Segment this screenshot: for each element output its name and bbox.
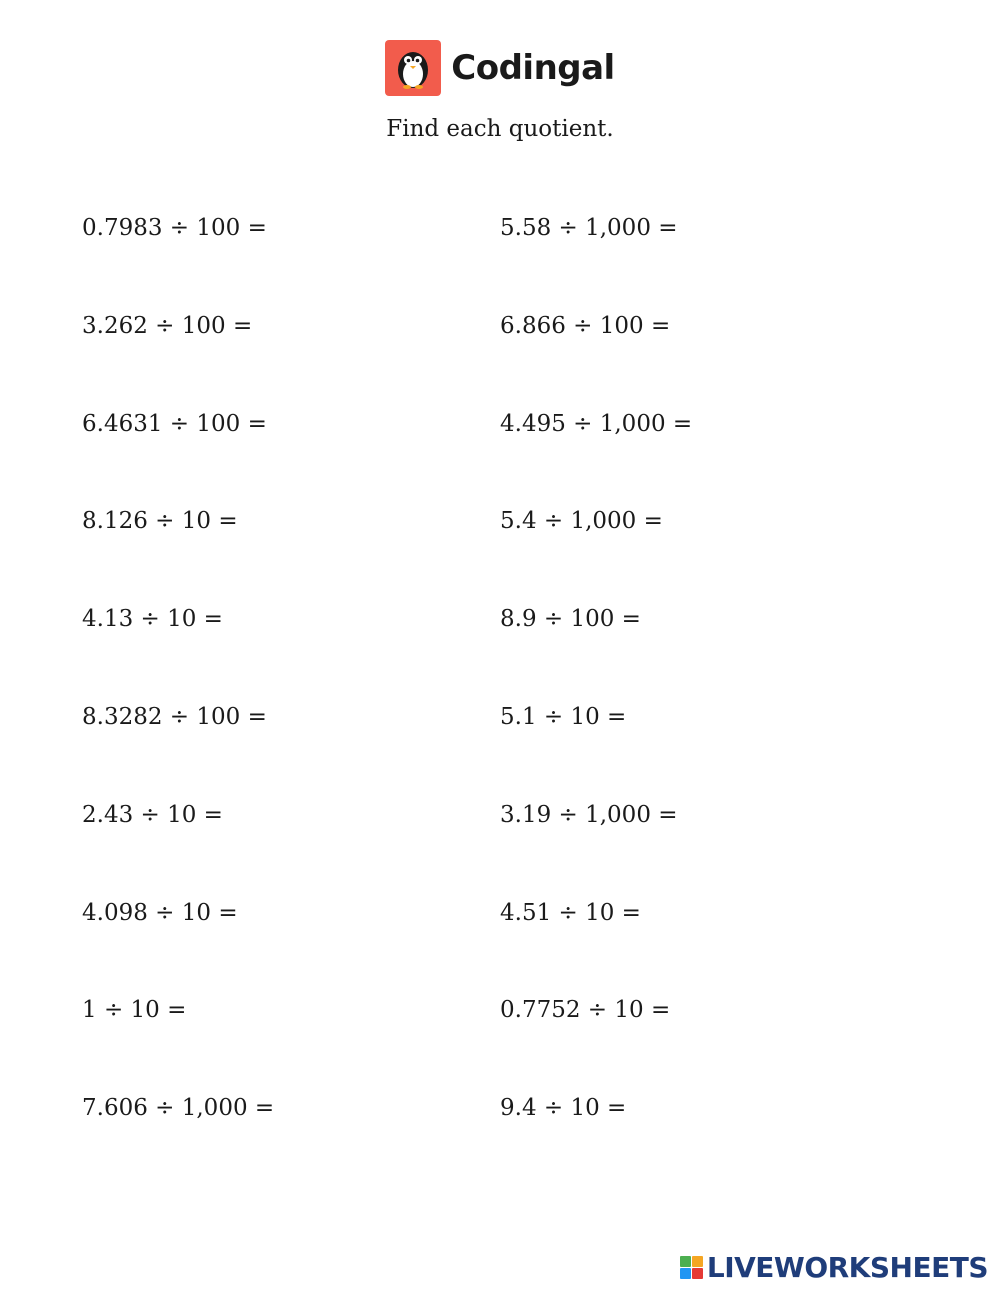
problem-item: 3.262 ÷ 100 = [82,312,253,339]
problem-item: 4.13 ÷ 10 = [82,606,223,633]
brand-header [0,40,1000,96]
liveworksheets-watermark [680,1251,988,1284]
liveworksheets-logo-icon [680,1256,703,1279]
problem-item: 4.51 ÷ 10 = [500,899,641,926]
problem-item: 1 ÷ 10 = [82,997,187,1024]
problem-item: 5.4 ÷ 1,000 = [500,508,663,535]
problem-item: 4.495 ÷ 1,000 = [500,410,693,437]
problem-item: 4.098 ÷ 10 = [82,899,238,926]
problem-item: 3.19 ÷ 1,000 = [500,801,678,828]
problem-item: 2.43 ÷ 10 = [82,801,223,828]
problem-item: 8.126 ÷ 10 = [82,508,238,535]
instructions: Find each quotient. [386,116,614,142]
problem-item: 8.9 ÷ 100 = [500,606,641,633]
watermark-text: LIVEWORKSHEETS [706,1251,988,1284]
problem-item: 6.866 ÷ 100 = [500,312,671,339]
problem-item: 8.3282 ÷ 100 = [82,703,267,730]
problem-item: 7.606 ÷ 1,000 = [82,1095,275,1122]
problem-item: 5.58 ÷ 1,000 = [500,215,678,241]
problem-grid [82,208,922,1186]
brand-name: Codingal [451,48,615,88]
problem-item: 5.1 ÷ 10 = [500,703,627,730]
problem-item: 0.7752 ÷ 10 = [500,997,671,1024]
penguin-icon [385,40,441,96]
problem-item: 9.4 ÷ 10 = [500,1095,627,1122]
problem-item: 6.4631 ÷ 100 = [82,410,267,437]
problem-item: 0.7983 ÷ 100 = [82,215,267,241]
